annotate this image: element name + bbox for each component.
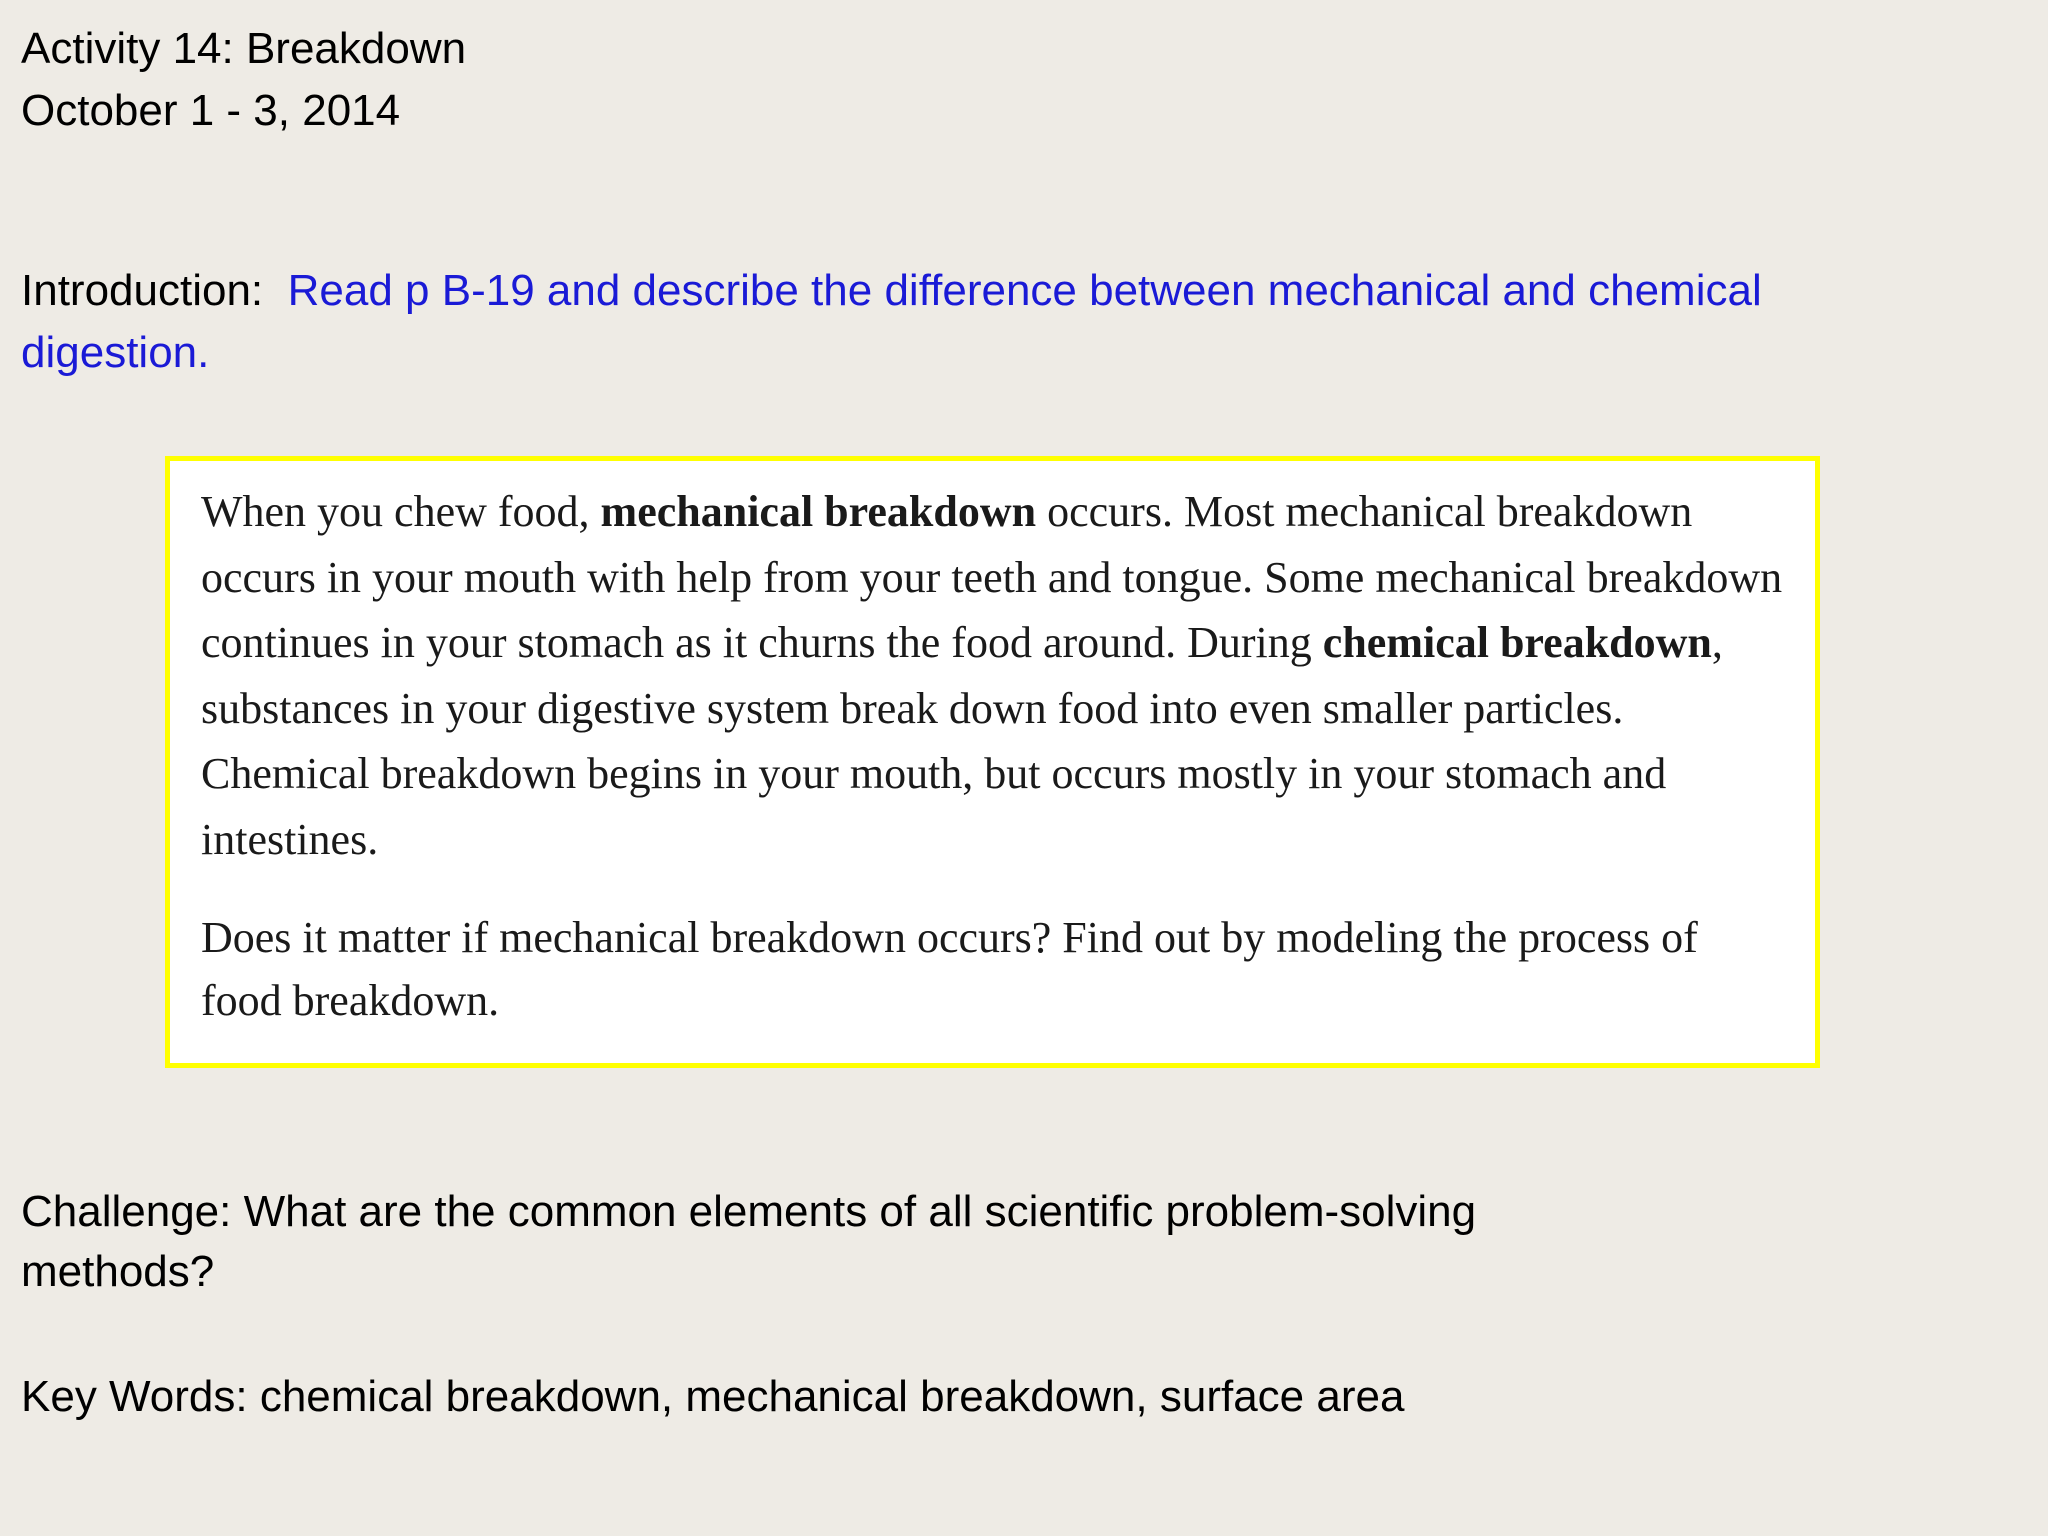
intro-prompt: Read p B-19 and describe the difference between mechanical and chemical digestion. xyxy=(21,266,1762,377)
key-words: Key Words: chemical breakdown, mechanical breakdown, surface area xyxy=(21,1372,1405,1421)
introduction xyxy=(21,260,1801,384)
intro-label: Introduction: xyxy=(21,266,264,315)
slide-header xyxy=(21,18,466,142)
activity-date: October 1 - 3, 2014 xyxy=(21,86,401,135)
excerpt-paragraph-2: Does it matter if mechanical breakdown occurs? Find out by modeling the process of food breakdown. xyxy=(201,913,1698,1025)
textbook-excerpt xyxy=(165,456,1820,1068)
excerpt-paragraph-1 xyxy=(201,479,1789,872)
challenge-question: Challenge: What are the common elements of all scientific problem-solving methods? xyxy=(21,1187,1477,1296)
activity-title: Activity 14: Breakdown xyxy=(21,24,467,73)
term-chemical-breakdown: chemical breakdown xyxy=(1322,618,1712,667)
excerpt-text: , substances in your digestive system break down food into even smaller particles. Chemical breakdown begins in your mouth, but occurs mostly in your stomach and intestines. xyxy=(201,618,1723,864)
term-mechanical-breakdown: mechanical breakdown xyxy=(600,487,1037,536)
excerpt-text: occurs. Most mechanical breakdown occurs in your mouth with help from your teeth and tongue. Some mechanical breakdown continues in your stomach as it churns the food around. During xyxy=(201,487,1783,667)
excerpt-text: When you chew food, xyxy=(201,487,601,536)
